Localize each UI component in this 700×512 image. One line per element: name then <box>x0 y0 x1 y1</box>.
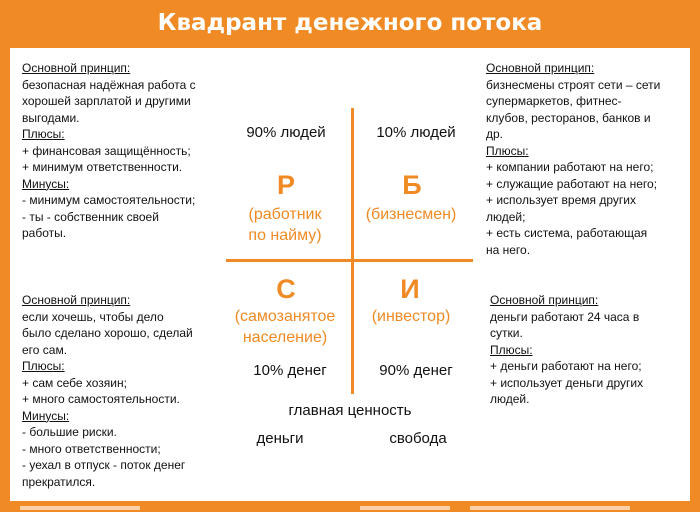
principle-line: его сам. <box>22 342 68 357</box>
business-owner-description <box>486 60 660 258</box>
quadrant-i-letter: И <box>400 274 420 304</box>
quadrant-b-role: (бизнесмен) <box>365 206 457 223</box>
pros-line: + служащие работают на него; <box>486 176 658 191</box>
pros-line: + есть система, работающая <box>486 226 648 240</box>
quadrant-i-percentage: 90% денег <box>379 362 453 379</box>
pros-line: + минимум ответственности. <box>22 160 183 174</box>
quadrant-b-letter: Б <box>402 170 422 200</box>
slide-title: Квадрант денежного потока <box>157 10 543 36</box>
quadrant-s-role <box>210 306 360 348</box>
pros-line: + использует время других <box>486 193 636 207</box>
cons-line: - много ответственности; <box>22 441 161 456</box>
quadrant-b-percentage: 10% людей <box>376 124 456 141</box>
main-value-heading: главная ценность <box>288 402 412 419</box>
cons-line: работы. <box>22 226 67 240</box>
cons-heading: Минусы: <box>22 176 70 191</box>
quadrant-p-role <box>210 204 360 246</box>
pros-heading: Плюсы: <box>22 127 65 141</box>
quadrant-i-role: (инвестор) <box>371 308 451 325</box>
pros-line: + много самостоятельности. <box>22 392 180 406</box>
quadrant-s-letter: С <box>276 274 296 304</box>
cons-line: - большие риски. <box>22 425 117 439</box>
pros-heading: Плюсы: <box>486 143 529 158</box>
quadrant-s-percentage: 10% денег <box>253 362 327 379</box>
principle-line: безопасная надёжная работа с <box>22 77 196 92</box>
pros-line: людей. <box>490 392 530 406</box>
quadrant-s-role-line: (самозанятое <box>234 308 336 325</box>
principle-line: сутки. <box>490 326 523 340</box>
quadrant-p-role-line: по найму) <box>248 227 322 244</box>
pros-line: + сам себе хозяин; <box>22 375 127 390</box>
principle-line: хорошей зарплатой и другими <box>22 94 191 108</box>
pros-line: людей; <box>486 209 526 224</box>
cons-line: - минимум самостоятельности; <box>22 193 196 207</box>
self-employed-description <box>22 292 193 490</box>
cons-line: - уехал в отпуск - поток денег <box>22 458 186 472</box>
pros-heading: Плюсы: <box>22 359 65 373</box>
pros-line: на него. <box>486 242 531 257</box>
employee-description <box>22 60 196 242</box>
principle-heading: Основной принцип: <box>486 61 595 75</box>
cons-line: - ты - собственник своей <box>22 209 159 224</box>
principle-line: если хочешь, чтобы дело <box>22 309 164 324</box>
investor-description <box>490 292 643 408</box>
quadrant-vertical-axis <box>351 108 354 394</box>
principle-heading: Основной принцип: <box>22 61 131 75</box>
footer-strip <box>0 501 700 512</box>
principle-line: выгодами. <box>22 110 80 125</box>
quadrant-p-role-line: (работник <box>248 206 322 223</box>
principle-line: деньги работают 24 часа в <box>490 309 640 324</box>
quadrant-p-percentage: 90% людей <box>246 124 326 141</box>
principle-heading: Основной принцип: <box>22 293 131 307</box>
pros-line: + использует деньги других <box>490 375 644 390</box>
pros-line: + деньги работают на него; <box>490 359 642 373</box>
principle-line: клубов, ресторанов, банков и <box>486 110 651 125</box>
principle-heading: Основной принцип: <box>490 293 599 307</box>
pros-line: + финансовая защищённость; <box>22 143 191 158</box>
pros-heading: Плюсы: <box>490 342 533 357</box>
pros-line: + компании работают на него; <box>486 160 654 174</box>
principle-line: бизнесмены строят сети – сети <box>486 77 661 92</box>
cons-line: прекратился. <box>22 474 96 489</box>
principle-line: др. <box>486 127 504 141</box>
main-value-money: деньги <box>256 430 304 447</box>
quadrant-s-role-line: население) <box>242 329 328 346</box>
principle-line: супермаркетов, фитнес- <box>486 94 622 108</box>
quadrant-horizontal-axis <box>226 259 473 262</box>
cons-heading: Минусы: <box>22 408 70 423</box>
quadrant-p-letter: Р <box>276 170 295 200</box>
main-value-freedom: свобода <box>389 430 447 447</box>
principle-line: было сделано хорошо, сделай <box>22 326 193 340</box>
